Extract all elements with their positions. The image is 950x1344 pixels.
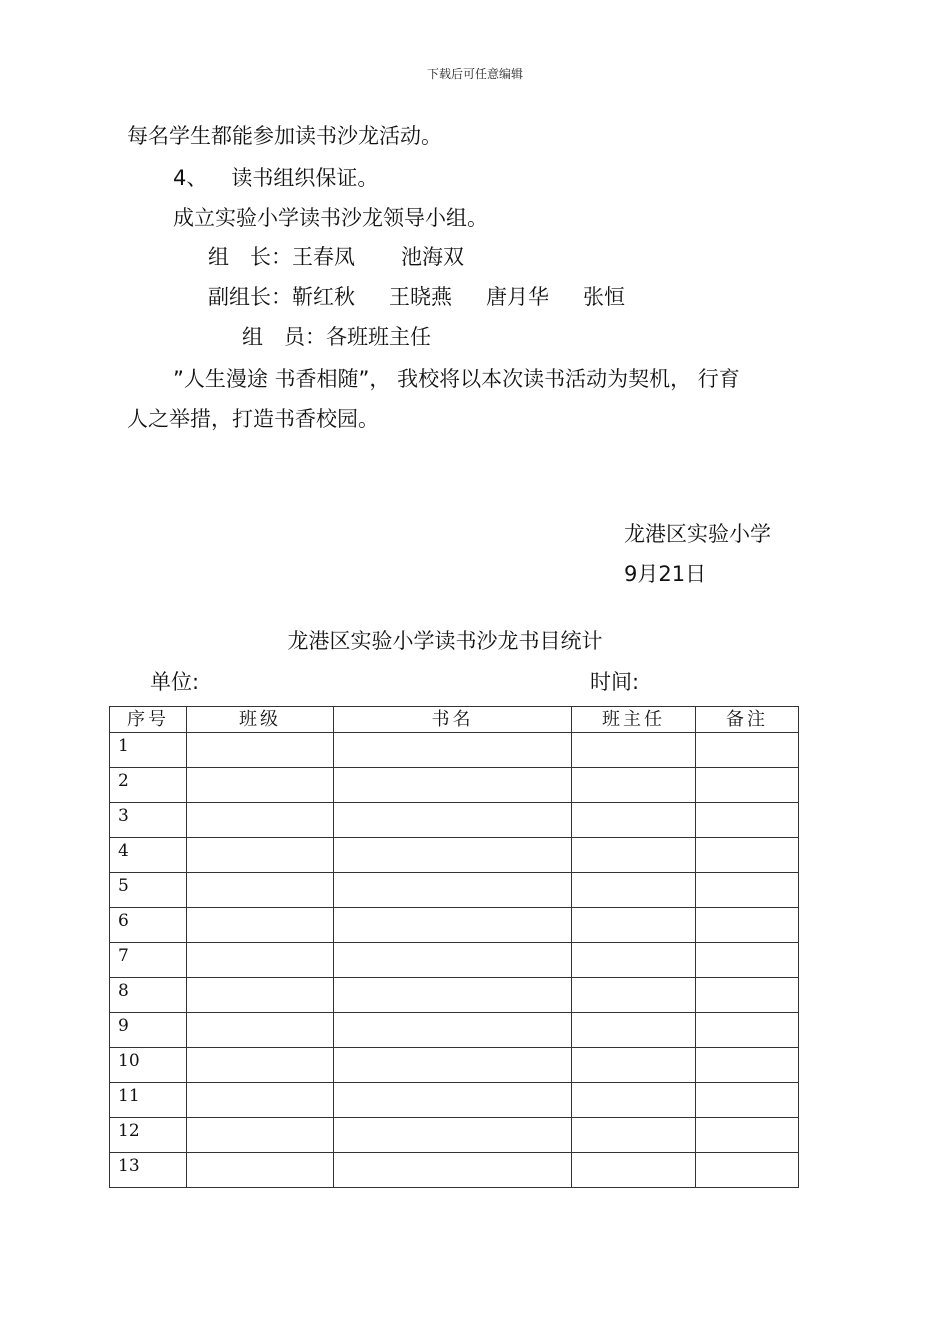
- member-line: [242, 323, 431, 351]
- table-row: [110, 838, 799, 873]
- table-row: [110, 943, 799, 978]
- row-index-cell: 1: [110, 733, 187, 768]
- remarks-cell[interactable]: [696, 1153, 799, 1188]
- body-line-1: 每名学生都能参加读书沙龙活动。: [127, 124, 442, 148]
- signature-school: 龙港区实验小学: [624, 522, 771, 546]
- item-4: [173, 164, 378, 192]
- book-title-cell[interactable]: [334, 943, 572, 978]
- row-index-cell: 3: [110, 803, 187, 838]
- remarks-cell[interactable]: [696, 803, 799, 838]
- row-index-cell: 11: [110, 1083, 187, 1118]
- book-title-cell[interactable]: [334, 1013, 572, 1048]
- deputy-name: 靳红秋: [292, 285, 355, 309]
- table-row: [110, 1013, 799, 1048]
- remarks-cell[interactable]: [696, 1048, 799, 1083]
- table-header-row: [110, 707, 799, 733]
- book-title-cell[interactable]: [334, 1118, 572, 1153]
- remarks-cell[interactable]: [696, 1013, 799, 1048]
- class-cell[interactable]: [187, 978, 334, 1013]
- row-index-cell: 7: [110, 943, 187, 978]
- header-remarks: 备注: [696, 707, 799, 733]
- item-4-number: 4、: [173, 166, 208, 190]
- remarks-cell[interactable]: [696, 873, 799, 908]
- member-label: 组 员：: [242, 325, 326, 349]
- table-row: [110, 908, 799, 943]
- book-title-cell[interactable]: [334, 768, 572, 803]
- table-body: [110, 733, 799, 1188]
- header-teacher: 班主任: [572, 707, 696, 733]
- class-cell[interactable]: [187, 1083, 334, 1118]
- class-cell[interactable]: [187, 838, 334, 873]
- class-cell[interactable]: [187, 768, 334, 803]
- closing-line-1: ”人生漫途 书香相随”， 我校将以本次读书活动为契机， 行育: [173, 367, 740, 391]
- class-cell[interactable]: [187, 908, 334, 943]
- class-cell[interactable]: [187, 1153, 334, 1188]
- remarks-cell[interactable]: [696, 978, 799, 1013]
- unit-label: 单位:: [150, 670, 200, 694]
- class-cell[interactable]: [187, 1118, 334, 1153]
- header-index: 序号: [110, 707, 187, 733]
- header-class: 班级: [187, 707, 334, 733]
- table-row: [110, 873, 799, 908]
- signature-date: 9月21日: [624, 562, 707, 586]
- teacher-cell[interactable]: [572, 1153, 696, 1188]
- deputy-line: [208, 283, 625, 311]
- remarks-cell[interactable]: [696, 733, 799, 768]
- group-line: 成立实验小学读书沙龙领导小组。: [173, 206, 488, 230]
- leader-line: [208, 243, 464, 271]
- table-row: [110, 1118, 799, 1153]
- book-title-cell[interactable]: [334, 1048, 572, 1083]
- deputy-name: 张恒: [583, 285, 625, 309]
- table-row: [110, 1048, 799, 1083]
- teacher-cell[interactable]: [572, 768, 696, 803]
- book-title-cell[interactable]: [334, 1083, 572, 1118]
- row-index-cell: 6: [110, 908, 187, 943]
- teacher-cell[interactable]: [572, 1118, 696, 1153]
- book-title-cell[interactable]: [334, 908, 572, 943]
- row-index-cell: 5: [110, 873, 187, 908]
- class-cell[interactable]: [187, 803, 334, 838]
- time-label: 时间:: [590, 670, 640, 694]
- teacher-cell[interactable]: [572, 1048, 696, 1083]
- teacher-cell[interactable]: [572, 803, 696, 838]
- remarks-cell[interactable]: [696, 908, 799, 943]
- class-cell[interactable]: [187, 943, 334, 978]
- teacher-cell[interactable]: [572, 838, 696, 873]
- row-index-cell: 2: [110, 768, 187, 803]
- remarks-cell[interactable]: [696, 1083, 799, 1118]
- member-value: 各班班主任: [326, 325, 431, 349]
- teacher-cell[interactable]: [572, 733, 696, 768]
- deputy-label: 副组长：: [208, 285, 292, 309]
- row-index-cell: 12: [110, 1118, 187, 1153]
- remarks-cell[interactable]: [696, 943, 799, 978]
- teacher-cell[interactable]: [572, 1013, 696, 1048]
- header-book-title: 书名: [334, 707, 572, 733]
- row-index-cell: 4: [110, 838, 187, 873]
- teacher-cell[interactable]: [572, 943, 696, 978]
- remarks-cell[interactable]: [696, 768, 799, 803]
- row-index-cell: 10: [110, 1048, 187, 1083]
- item-4-text: 读书组织保证。: [231, 166, 379, 190]
- deputy-name: 王晓燕: [389, 285, 452, 309]
- book-title-cell[interactable]: [334, 803, 572, 838]
- teacher-cell[interactable]: [572, 978, 696, 1013]
- table-row: [110, 803, 799, 838]
- row-index-cell: 13: [110, 1153, 187, 1188]
- leader-name: 王春凤: [292, 245, 355, 269]
- class-cell[interactable]: [187, 1048, 334, 1083]
- closing-line-2: 人之举措，打造书香校园。: [127, 407, 379, 431]
- class-cell[interactable]: [187, 733, 334, 768]
- table-title: 龙港区实验小学读书沙龙书目统计: [287, 629, 603, 653]
- leader-label: 组 长：: [208, 245, 292, 269]
- book-title-cell[interactable]: [334, 873, 572, 908]
- table-row: [110, 1153, 799, 1188]
- book-title-cell[interactable]: [334, 978, 572, 1013]
- remarks-cell[interactable]: [696, 838, 799, 873]
- class-cell[interactable]: [187, 1013, 334, 1048]
- table-row: [110, 768, 799, 803]
- teacher-cell[interactable]: [572, 908, 696, 943]
- deputy-name: 唐月华: [486, 285, 549, 309]
- book-title-cell[interactable]: [334, 1153, 572, 1188]
- leader-name: 池海双: [401, 245, 464, 269]
- table-row: [110, 733, 799, 768]
- header-note: 下载后可任意编辑: [426, 67, 523, 81]
- table-row: [110, 978, 799, 1013]
- remarks-cell[interactable]: [696, 1118, 799, 1153]
- row-index-cell: 8: [110, 978, 187, 1013]
- book-title-cell[interactable]: [334, 838, 572, 873]
- teacher-cell[interactable]: [572, 873, 696, 908]
- book-title-cell[interactable]: [334, 733, 572, 768]
- teacher-cell[interactable]: [572, 1083, 696, 1118]
- class-cell[interactable]: [187, 873, 334, 908]
- book-stats-table: [109, 706, 799, 1188]
- table-row: [110, 1083, 799, 1118]
- row-index-cell: 9: [110, 1013, 187, 1048]
